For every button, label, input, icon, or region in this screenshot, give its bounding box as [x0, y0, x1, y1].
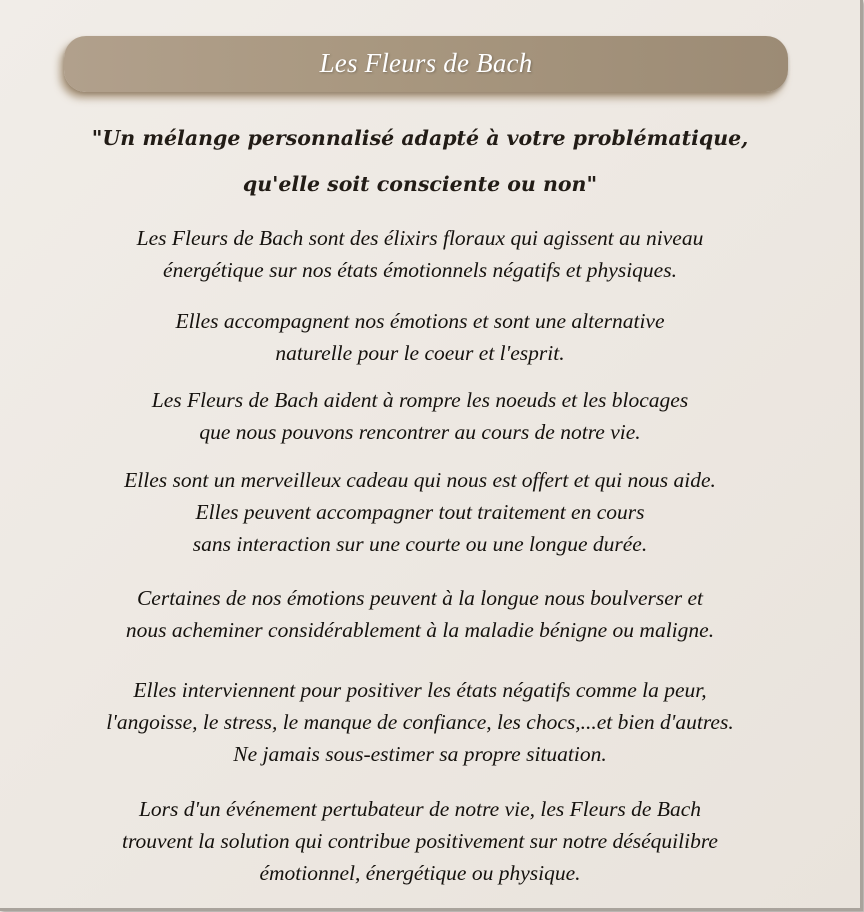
paragraph-line: Les Fleurs de Bach aident à rompre les noeuds et les blocages [151, 388, 689, 412]
tagline-line-2: qu'elle soit consciente ou non" [242, 172, 598, 196]
paragraph-solution [0, 793, 840, 889]
paragraph-line: l'angoisse, le stress, le manque de confiance, les chocs,...et bien d'autres. [106, 710, 734, 734]
paragraph-intro [0, 222, 840, 286]
paragraph-line: Elles sont un merveilleux cadeau qui nous est offert et qui nous aide. [124, 468, 716, 492]
paragraph-line: que nous pouvons rencontrer au cours de notre vie. [199, 420, 641, 444]
paragraph-line: énergétique sur nos états émotionnels négatifs et physiques. [163, 258, 677, 282]
paragraph-line: Ne jamais sous-estimer sa propre situation. [233, 742, 607, 766]
paragraph-line: Certaines de nos émotions peuvent à la longue nous boulverser et [136, 586, 704, 610]
paragraph-line: Elles peuvent accompagner tout traitement en cours [195, 500, 645, 524]
paragraph-line: trouvent la solution qui contribue positivement sur notre déséquilibre [122, 829, 718, 853]
paragraph-gift [0, 464, 840, 560]
paragraph-line: naturelle pour le coeur et l'esprit. [275, 341, 565, 365]
page-title: Les Fleurs de Bach [319, 48, 533, 78]
title-banner [64, 36, 788, 92]
paragraph-illness [0, 582, 840, 646]
paragraph-line: Lors d'un événement pertubateur de notre vie, les Fleurs de Bach [138, 797, 702, 821]
paragraph-line: nous acheminer considérablement à la maladie bénigne ou maligne. [125, 618, 715, 642]
paragraph-emotions [0, 305, 840, 369]
paragraph-line: Elles accompagnent nos émotions et sont une alternative [175, 309, 665, 333]
paragraph-line: Elles interviennent pour positiver les états négatifs comme la peur, [133, 678, 707, 702]
paragraph-blockages [0, 384, 840, 448]
paragraph-negative-states [0, 674, 840, 770]
paragraph-line: Les Fleurs de Bach sont des élixirs floraux qui agissent au niveau [136, 226, 704, 250]
paragraph-line: émotionnel, énergétique ou physique. [259, 861, 581, 885]
tagline-line-1: "Un mélange personnalisé adapté à votre problématique, [91, 126, 749, 150]
paragraph-line: sans interaction sur une courte ou une longue durée. [192, 532, 648, 556]
